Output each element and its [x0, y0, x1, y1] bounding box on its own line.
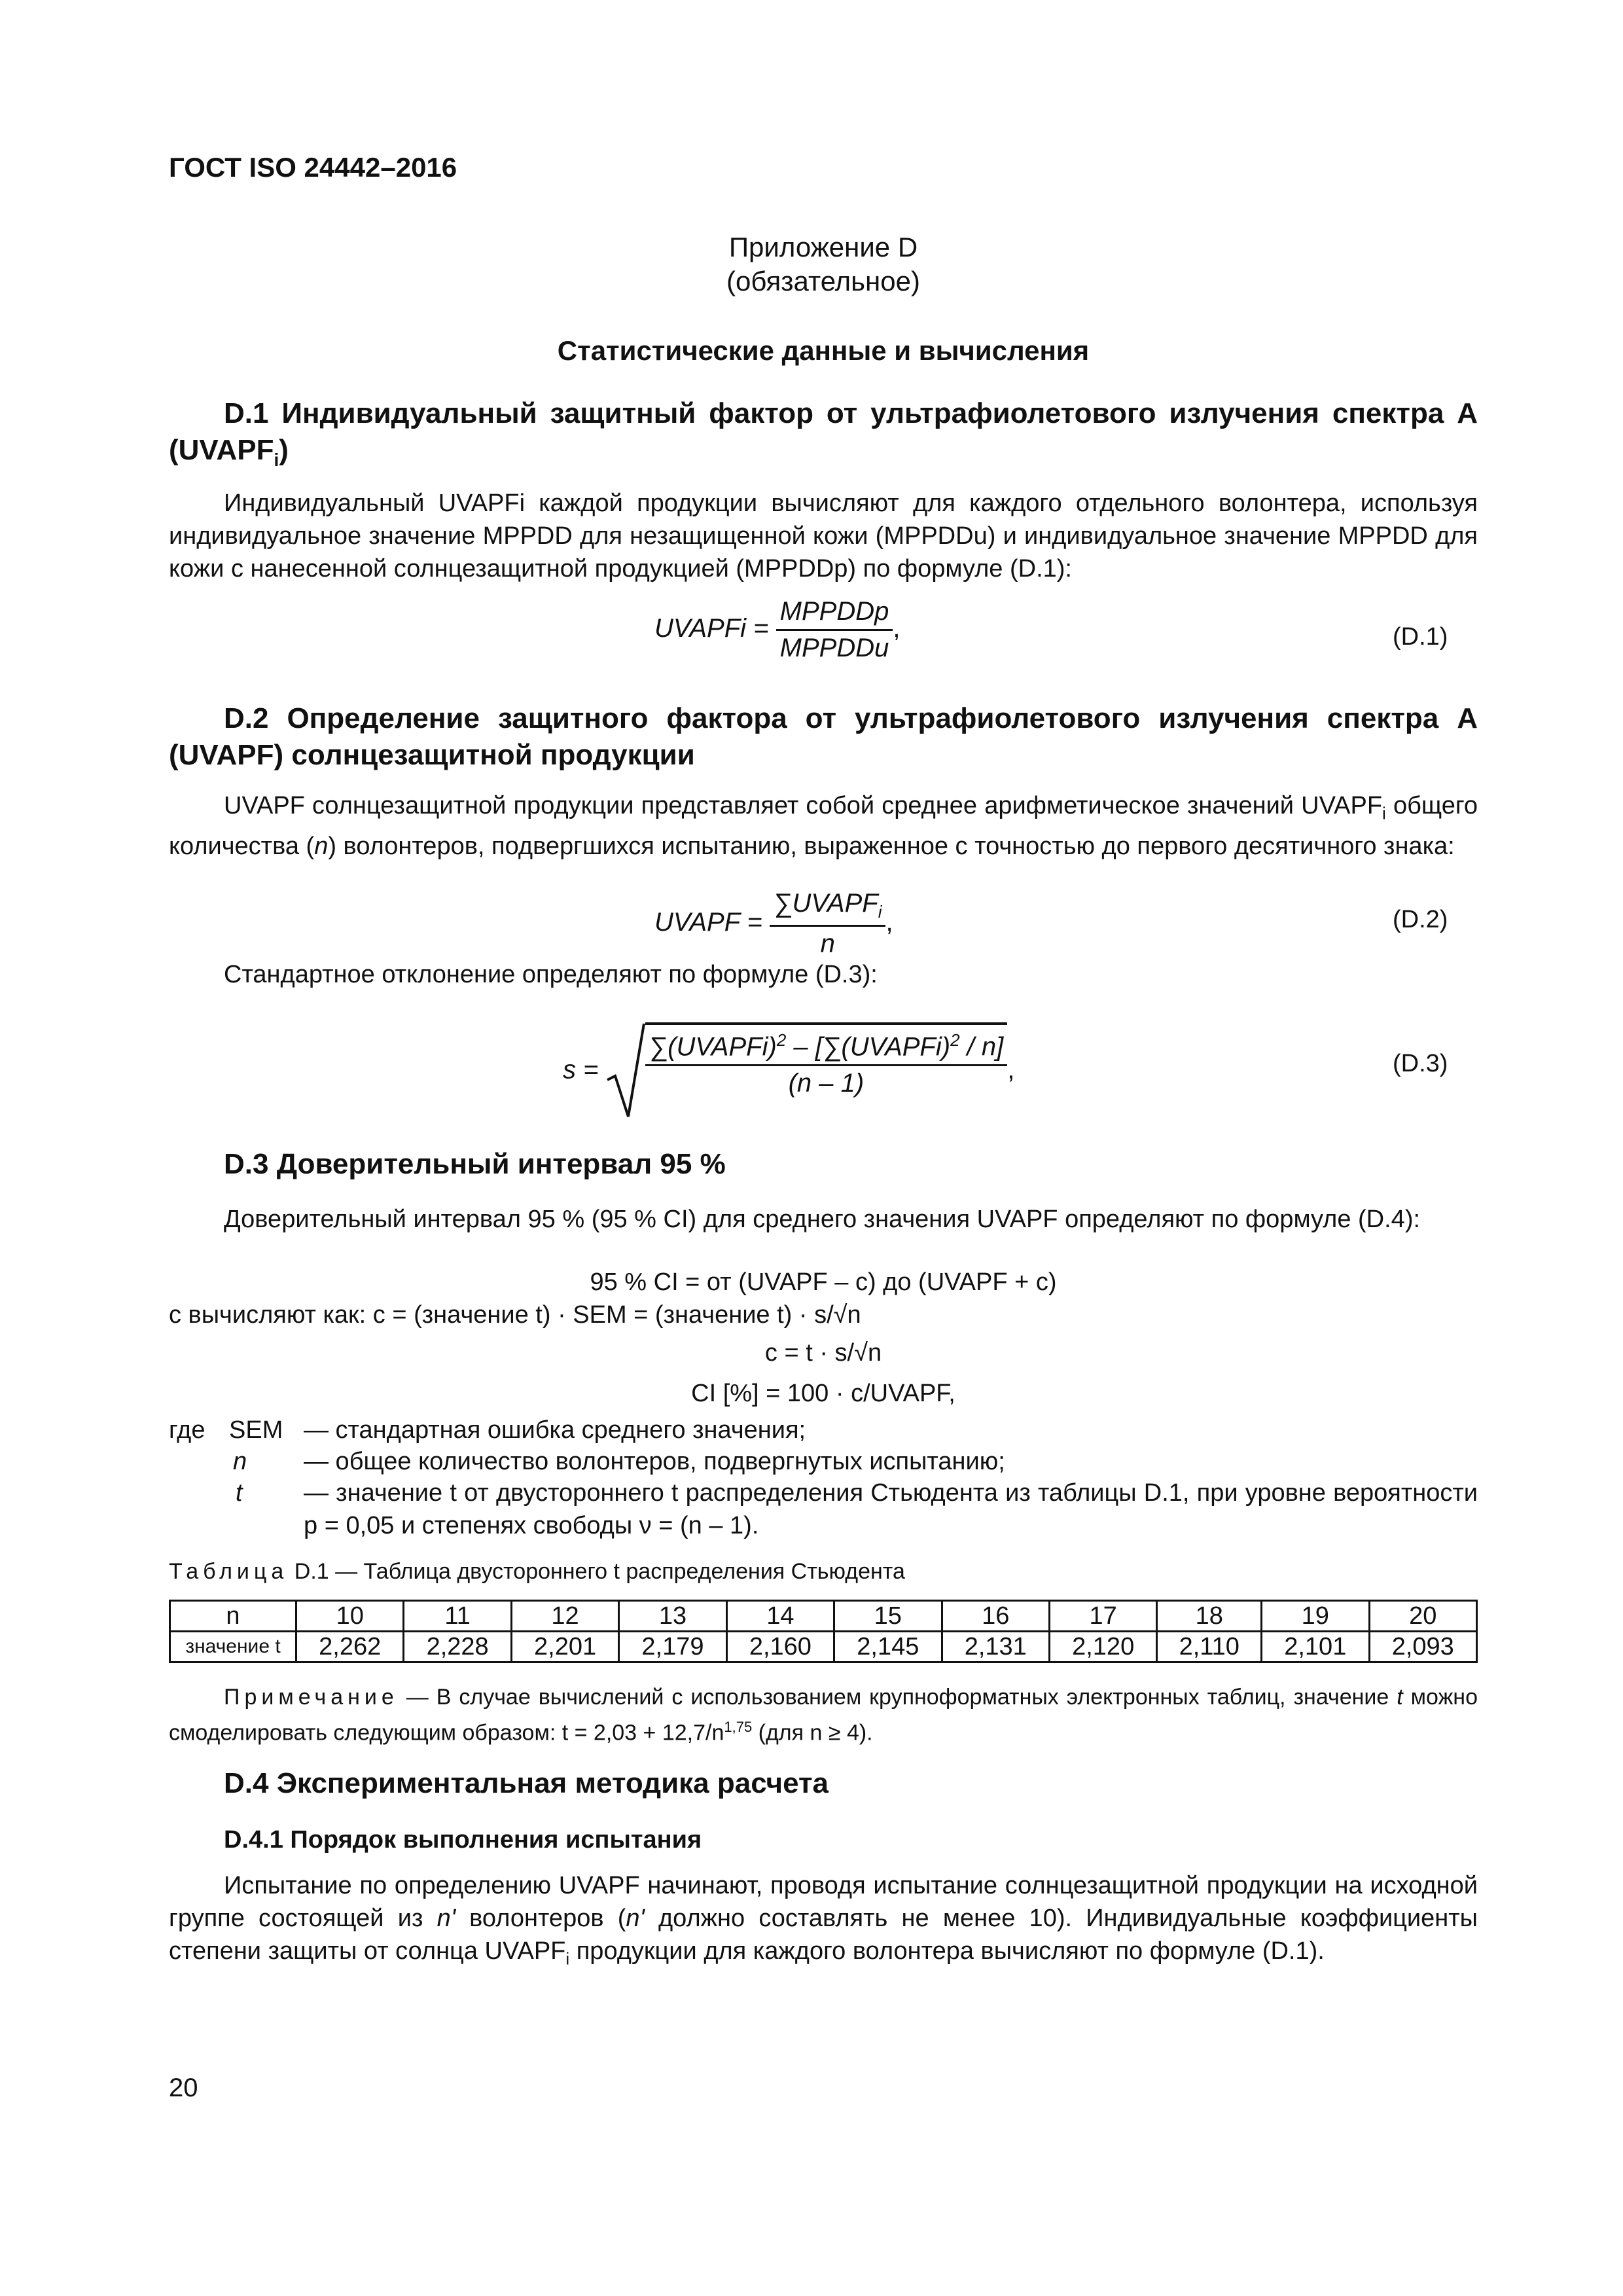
section-d4-heading: D.4 Экспериментальная методика расчета: [224, 1767, 829, 1799]
table-cell: 2,120: [1049, 1632, 1156, 1662]
formula-d3: s = $\frac{\sum(UVAPFi)^2 - [\sum(UVAPFi)^2 / n]}{(n - 1)}$ ,: [563, 1021, 1014, 1119]
table-cell: 18: [1157, 1601, 1262, 1632]
ci-line: 95 % CI = от (UVAPF – c) до (UVAPF + c): [590, 1268, 1057, 1296]
legend: [169, 1414, 1478, 1545]
table-cell: 2,228: [404, 1632, 511, 1662]
appendix-title: Приложение D: [728, 232, 918, 262]
section-d3-text: Доверительный интервал 95 % (95 % CI) для среднего значения UVAPF определяют по формуле (D.4):: [224, 1206, 1421, 1233]
table-cell: 10: [296, 1601, 404, 1632]
table-row-t: [170, 1632, 1477, 1662]
appendix-status: (обязательное): [726, 266, 920, 296]
ci-percent-line: CI [%] = 100 · c/UVAPF,: [691, 1380, 955, 1407]
legend-term-sem: SEM: [229, 1416, 283, 1444]
table-cell: 11: [404, 1601, 511, 1632]
formula-d2: UVAPF = $\frac{\sum UVAPF_i}{n}$ ,: [654, 889, 893, 958]
formula-d1: UVAPFi = $\frac{\text{MPPDDp}}{\text{MPPDDu}}$ ,: [654, 597, 901, 662]
table-cell: 2,262: [296, 1632, 404, 1662]
table-head-n: n: [170, 1601, 296, 1632]
section-d1-heading: D.1 Индивидуальный защитный фактор от ультрафиолетового излучения спектра А $(UVAPF_i)$: [169, 397, 1478, 470]
sd-text: Стандартное отклонение определяют по формуле (D.3):: [224, 961, 878, 988]
table-head-t: значение t: [170, 1632, 296, 1662]
table-cell: 2,131: [942, 1632, 1049, 1662]
legend-term-t: t: [236, 1479, 243, 1507]
table-cell: 2,110: [1157, 1632, 1262, 1662]
section-d3-heading: D.3 Доверительный интервал 95 %: [224, 1148, 726, 1180]
legend-term-n: n: [233, 1448, 247, 1475]
table-row-n: [170, 1601, 1477, 1632]
table-cell: 2,160: [726, 1632, 834, 1662]
table-cell: 2,179: [619, 1632, 726, 1662]
legend-desc-n: — общее количество волонтеров, подвергнутых испытанию;: [304, 1448, 1005, 1475]
legend-desc-t: — значение t от двустороннего t распределения Стьюдента из таблицы D.1, при уровне вероятности p = 0,05 и степенях свободы ν = (n – 1).: [304, 1479, 1478, 1539]
table-cell: 2,201: [511, 1632, 618, 1662]
table-cell: 13: [619, 1601, 726, 1632]
c-calc-line: c вычисляют как: c = (значение t) · SEM = (значение t) · s/√n: [169, 1301, 861, 1329]
table-cell: 2,101: [1262, 1632, 1369, 1662]
table-cell: 15: [834, 1601, 942, 1632]
formula-d1-label: (D.1): [1393, 623, 1448, 651]
table-cell: 2,093: [1369, 1632, 1477, 1662]
table-note: Примечание — В случае вычислений с использованием крупноформатных электронных таблиц, значение t можно смоделировать следующим образом: $t = 2,03 + 12,7/n^{1,75}$ (для n ≥ 4).: [169, 1685, 1478, 1746]
standard-header: ГОСТ ISO 24442–2016: [169, 152, 457, 183]
table-cell: 17: [1049, 1601, 1156, 1632]
section-d2-text: UVAPF солнцезащитной продукции представляет собой среднее арифметическое значений $UVAPF_i$ общего количества (n) волонтеров, подвергшихся испытанию, выраженное с точностью до первого десятичного знака:: [169, 792, 1478, 860]
appendix-subtitle: Статистические данные и вычисления: [557, 335, 1090, 366]
c-formula-line: c = t · s/√n: [764, 1339, 882, 1367]
table-cell: 14: [726, 1601, 834, 1632]
section-d4-1-heading: D.4.1 Порядок выполнения испытания: [224, 1826, 702, 1854]
table-cell: 12: [511, 1601, 618, 1632]
table-cell: 16: [942, 1601, 1049, 1632]
section-d4-text: Испытание по определению UVAPF начинают, проводя испытание солнцезащитной продукции на исходной группе состоящей из n' волонтеров (n' должно составлять не менее 10). Индивидуальные коэффициенты степени защиты от солнца $UVAPF_i$ продукции для каждого волонтера вычисляют по формуле (D.1).: [169, 1872, 1478, 1969]
legend-desc-sem: — стандартная ошибка среднего значения;: [304, 1416, 806, 1444]
table-cell: 2,145: [834, 1632, 942, 1662]
legend-where: где: [169, 1416, 205, 1444]
table-cell: 20: [1369, 1601, 1477, 1632]
page-number: 20: [169, 2073, 198, 2102]
section-d2-heading: D.2 Определение защитного фактора от ультрафиолетового излучения спектра А (UVAPF) солнцезащитной продукции: [169, 702, 1478, 771]
section-d1-text: Индивидуальный UVAPFi каждой продукции вычисляют для каждого отдельного волонтера, используя индивидуальное значение MPPDD для незащищенной кожи (MPPDDu) и индивидуальное значение MPPDD для кожи с нанесенной солнцезащитной продукцией (MPPDDp) по формуле (D.1):: [169, 490, 1478, 583]
formula-d2-label: (D.2): [1393, 906, 1448, 933]
sqrt-sign-icon: [606, 1021, 645, 1119]
formula-d3-label: (D.3): [1393, 1050, 1448, 1077]
student-t-table: [169, 1600, 1478, 1663]
table-cell: 19: [1262, 1601, 1369, 1632]
table-caption: Таблица D.1 — Таблица двустороннего t распределения Стьюдента: [169, 1559, 905, 1584]
